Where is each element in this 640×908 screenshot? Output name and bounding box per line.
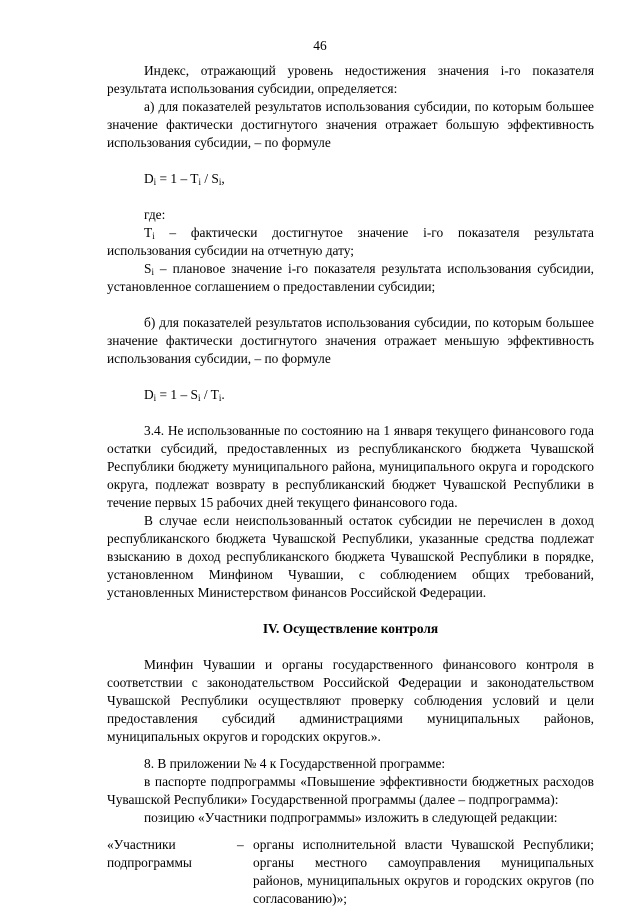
participants-table-row <box>107 836 594 908</box>
page-number: 46 <box>313 38 327 53</box>
clause-3-4: 3.4. Не использованные по состоянию на 1 января текущего финансового года остатки субсидий, предоставленных из республиканского бюджета Чувашской Республики бюджету муниципального района, муниципального округа и городского округа, подлежат возврату в республиканский бюджет Чувашской Республики в течение первых 15 рабочих дней текущего финансового года. <box>107 423 594 510</box>
item-8: 8. В приложении № 4 к Государственной программе: <box>144 756 446 771</box>
participants-value: органы исполнительной власти Чувашской Республики; органы местного самоуправления муниципальных районов, муниципальных округов и городских округов (по согласованию)»; <box>253 837 594 906</box>
participants-dash: – <box>237 837 244 852</box>
case-b-paragraph: б) для показателей результатов использования субсидии, по которым большее значение фактически достигнутого значения отражает меньшую эффективность использования субсидии, – по формуле <box>107 315 594 366</box>
item-8-passport: в паспорте подпрограммы «Повышение эффективности бюджетных расходов Чувашской Республики» Государственной программы (далее – подпрограмма): <box>107 774 594 807</box>
where-label: где: <box>144 207 166 222</box>
item-8-position: позицию «Участники подпрограммы» изложить в следующей редакции: <box>144 810 558 825</box>
s-definition: $S_i$ – плановое значение i-го показателя результата использования субсидии, установленное соглашением о предоставлении субсидии; <box>107 261 594 294</box>
formula-2: $D_i = 1 - S_i / T_i$. <box>144 387 225 403</box>
clause-3-4-continued: В случае если неиспользованный остаток субсидии не перечислен в доход республиканского бюджета Чувашской Республики, указанные средства подлежат взысканию в доход республиканского бюджета Чувашской Республики в порядке, установленном Минфином Чувашии, с соблюдением общих требований, установленных Министерством финансов Российской Федерации. <box>107 513 594 600</box>
intro-paragraph: Индекс, отражающий уровень недостижения значения i-го показателя результата использования субсидии, определяется: <box>107 63 594 96</box>
section-heading: IV. Осуществление контроля <box>262 621 439 636</box>
case-a-paragraph: а) для показателей результатов использования субсидии, по которым большее значение фактически достигнутого значения отражает большую эффективность использования субсидии, – по формуле <box>107 99 594 150</box>
document-body <box>107 62 594 908</box>
control-paragraph: Минфин Чувашии и органы государственного финансового контроля в соответствии с законодательством Российской Федерации и законодательством Чувашской Республики осуществляют проверку соблюдения условий и цели предоставления субсидий администрациями муниципальных районов, муниципальных округов и городских округов.». <box>107 657 594 744</box>
participants-label: «Участники подпрограммы <box>107 837 192 870</box>
t-definition: $T_i$ – фактически достигнутое значение i-го показателя результата использования субсидии на отчетную дату; <box>107 225 594 258</box>
formula-1: $D_i = 1 - T_i / S_i$, <box>144 171 225 187</box>
